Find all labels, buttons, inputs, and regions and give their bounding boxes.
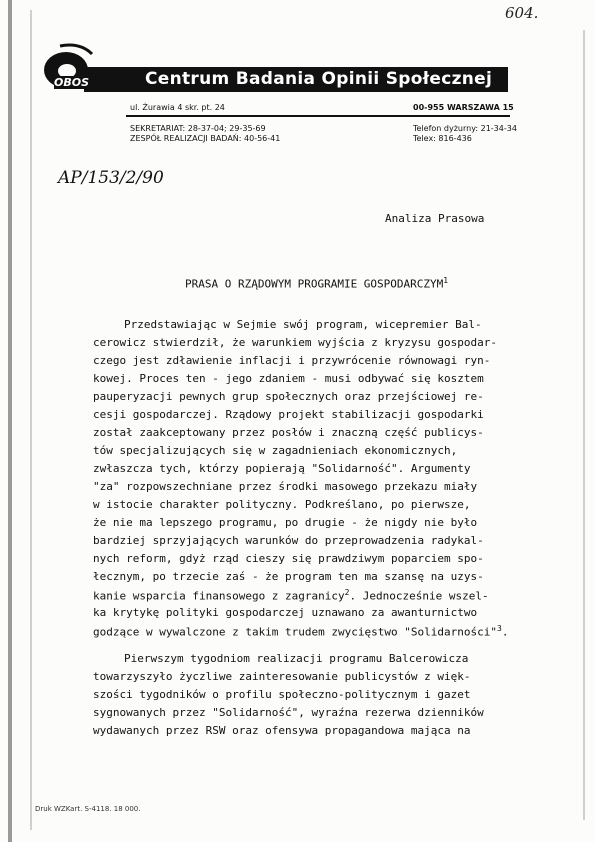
line-text-tail: . Jednocześnie wszel- — [349, 589, 489, 603]
page-right-edge — [583, 30, 585, 820]
line-text: godzące w wywalczone z takim trudem zwycięstwo "Solidarności" — [93, 625, 497, 639]
text-line: pauperyzacji pewnych grup społecznych oraz przejściowej re- — [93, 390, 484, 403]
address: ul. Żurawia 4 skr. pt. 24 — [130, 103, 225, 112]
cbos-logo — [40, 40, 120, 98]
text-line: Przedstawiając w Sejmie swój program, wicepremier Bal- — [124, 318, 482, 331]
text-line: w istocie charakter polityczny. Podkreślano, po pierwsze, — [93, 498, 471, 511]
text-line: sygnowanych przez "Solidarność", wyraźna rezerwa dzienników — [93, 706, 484, 719]
text-line: że nie ma lepszego programu, po drugie - że nigdy nie było — [93, 516, 478, 529]
title-text: PRASA O RZĄDOWYM PROGRAMIE GOSPODARCZYM — [185, 277, 444, 291]
text-line: cerowicz stwierdził, że warunkiem wyjścia z kryzysu gospodar- — [93, 336, 497, 349]
text-line: ka krytykę polityki gospodarczej uznawano za awanturnictwo — [93, 606, 478, 619]
footnote-marker-2: 2 — [344, 588, 350, 597]
text-line-with-footnote — [93, 588, 489, 603]
text-line: wydawanych przez RSW oraz ofensywa propagandowa mająca na — [93, 724, 471, 737]
text-line: Pierwszym tygodniom realizacji programu Balcerowicza — [124, 652, 469, 665]
telex: Telex: 816-436 — [413, 134, 472, 143]
text-line: towarzyszyło życzliwe zainteresowanie publicystów z więk- — [93, 670, 471, 683]
text-line-with-footnote — [93, 624, 508, 639]
footnote-marker-1: 1 — [443, 276, 449, 285]
text-line: zwłaszcza tych, którzy popierają "Solidarność". Argumenty — [93, 462, 471, 475]
print-footer: Druk WZKart. S-4118. 18 000. — [35, 805, 141, 813]
text-line: tów specjalizujących się w zagadnieniach ekonomicznych, — [93, 444, 458, 457]
article-title — [185, 276, 448, 291]
text-line: czego jest zdławienie inflacji i przywrócenie równowagi ryn- — [93, 354, 491, 367]
text-line: został zaakceptowany przez posłów i znaczną część publicys- — [93, 426, 484, 439]
duty-phone: Telefon dyżurny: 21-34-34 — [413, 124, 517, 133]
text-line: "za" rozpowszechniane przez środki masowego przekazu miały — [93, 480, 478, 493]
logo-text: OBOS — [54, 76, 90, 89]
research-team-phone: ZESPÓŁ REALIZACJI BADAŃ: 40-56-41 — [130, 134, 281, 143]
page-edge-shadow — [8, 0, 12, 842]
text-line: kowej. Proces ten - jego zdaniem - musi odbywać się kosztem — [93, 372, 484, 385]
text-line: cesji gospodarczej. Rządowy projekt stabilizacji gospodarki — [93, 408, 484, 421]
postal-code: 00-955 WARSZAWA 15 — [413, 103, 514, 112]
line-text-tail: . — [501, 625, 509, 639]
line-text: kanie wsparcia finansowego z zagranicy — [93, 589, 345, 603]
handwritten-reference: AP/153/2/90 — [58, 168, 164, 188]
secretariat-phone: SEKRETARIAT: 28-37-04; 29-35-69 — [130, 124, 266, 133]
text-line: nych reform, gdyż rząd cieszy się prawdziwym poparciem spo- — [93, 552, 484, 565]
document-type: Analiza Prasowa — [385, 212, 485, 225]
footnote-marker-3: 3 — [496, 624, 502, 633]
handwritten-page-number: 604. — [505, 4, 539, 22]
text-line: łecznym, po trzecie zaś - że program ten ma szansę na uzys- — [93, 570, 484, 583]
text-line: bardziej sprzyjających warunków do przeprowadzenia radykal- — [93, 534, 484, 547]
header-rule — [126, 115, 510, 117]
page-fold-line — [30, 10, 32, 830]
institution-title: Centrum Badania Opinii Społecznej — [115, 67, 508, 92]
text-line: szości tygodników o profilu społeczno-politycznym i gazet — [93, 688, 471, 701]
